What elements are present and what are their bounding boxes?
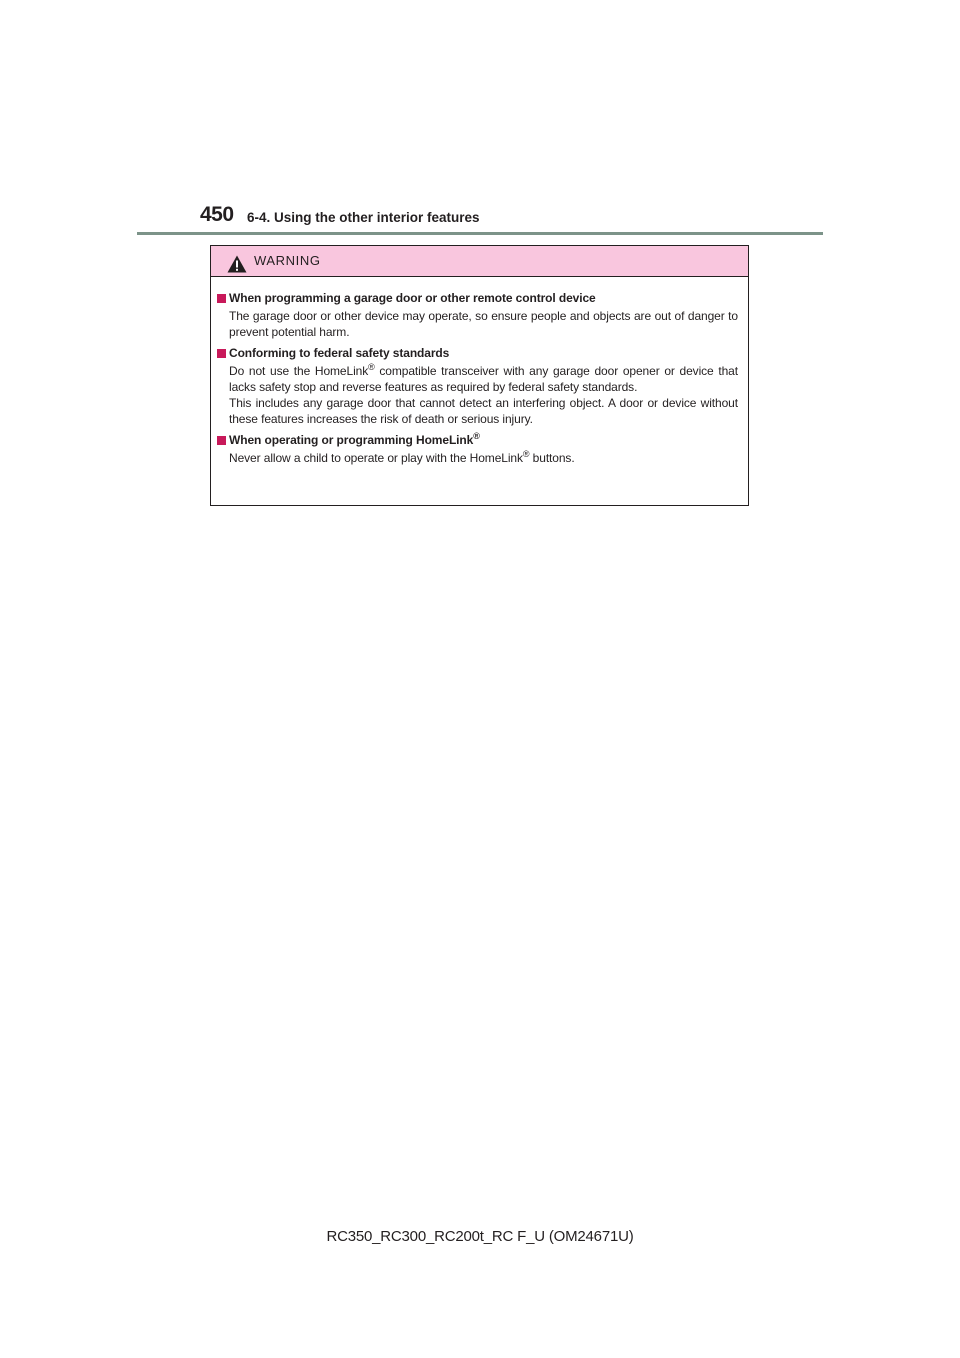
warning-title: WARNING (254, 253, 321, 268)
registered-mark: ® (473, 431, 480, 441)
header-rule (137, 232, 823, 235)
item-paragraph (229, 450, 738, 466)
item-paragraph: This includes any garage door that cannot detect an interfering object. A door or device without these features increases the risk of death or serious injury. (229, 396, 738, 426)
registered-mark: ® (522, 449, 530, 459)
item-heading (229, 290, 738, 307)
text-fragment: Never allow a child to operate or play with the HomeLink (229, 451, 523, 465)
text-fragment: Do not use the HomeLink (229, 364, 369, 378)
page-header (200, 203, 840, 231)
warning-item-programming (211, 290, 748, 340)
warning-item-homelink (211, 432, 748, 466)
item-paragraph: The garage door or other device may operate, so ensure people and objects are out of danger to prevent potential harm. (229, 309, 738, 339)
registered-mark: ® (368, 362, 375, 372)
warning-body (211, 290, 748, 471)
text-fragment: buttons. (529, 451, 575, 465)
item-paragraph (229, 363, 738, 395)
section-title: 6-4. Using the other interior features (247, 210, 480, 225)
square-bullet-icon (217, 349, 226, 358)
model-code-footer: RC350_RC300_RC200t_RC F_U (OM24671U) (326, 1228, 634, 1245)
item-text (229, 308, 738, 340)
square-bullet-icon (217, 294, 226, 303)
item-heading-text: When programming a garage door or other remote control device (229, 291, 596, 305)
item-text (229, 450, 738, 466)
item-heading (229, 432, 738, 449)
warning-header (211, 246, 748, 277)
page-number: 450 (200, 203, 234, 226)
warning-box (210, 245, 749, 506)
item-heading (229, 345, 738, 362)
item-heading-text: Conforming to federal safety standards (229, 346, 450, 360)
square-bullet-icon (217, 436, 226, 445)
warning-item-federal-standards (211, 345, 748, 427)
item-heading-text: When operating or programming HomeLink (229, 433, 474, 447)
text-fragment: compatible transceiver with any garage door opener or device that lacks safety stop and reverse features as required by federal safety standards. (229, 364, 738, 394)
warning-triangle-icon (227, 255, 247, 273)
item-text (229, 363, 738, 427)
